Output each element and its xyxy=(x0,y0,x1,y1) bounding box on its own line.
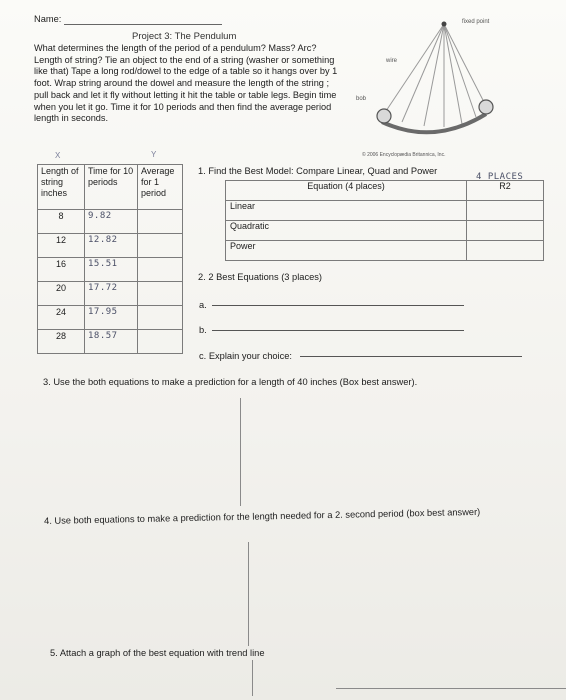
table-row xyxy=(38,234,183,258)
x-mark: X xyxy=(55,151,61,160)
r2-cell[interactable] xyxy=(467,241,544,261)
model-quadratic[interactable]: Quadratic xyxy=(226,221,467,241)
bob-label: bob xyxy=(356,96,367,102)
diagram-credit: © 2006 Encyclopædia Britannica, Inc. xyxy=(362,152,446,158)
question-4: 4. Use both equations to make a prediction for the length needed for a 2. second period (box best answer) xyxy=(44,506,481,526)
page-title: Project 3: The Pendulum xyxy=(132,31,237,42)
answer-a-line[interactable] xyxy=(212,305,464,306)
time-cell[interactable]: 15.51 xyxy=(85,258,138,282)
name-field-line xyxy=(64,24,222,25)
handwritten-note: 4 PLACES xyxy=(476,172,524,182)
equation-column-header: Equation (4 places) xyxy=(226,181,467,201)
average-cell[interactable] xyxy=(138,282,183,306)
length-cell: 16 xyxy=(38,258,85,282)
model-power[interactable]: Power xyxy=(226,241,467,261)
q3-divider xyxy=(240,398,241,506)
name-label: Name: xyxy=(34,14,62,24)
time-cell[interactable]: 18.57 xyxy=(85,330,138,354)
q4-divider xyxy=(248,542,249,646)
bottom-edge-line xyxy=(336,688,566,689)
answer-c-line[interactable] xyxy=(300,356,522,357)
fixed-point-dot xyxy=(442,22,447,27)
table-row xyxy=(38,282,183,306)
average-cell[interactable] xyxy=(138,306,183,330)
question-2: 2. 2 Best Equations (3 places) xyxy=(198,272,323,282)
r2-column-header: R2 xyxy=(467,181,544,201)
time-cell[interactable]: 17.72 xyxy=(85,282,138,306)
time-cell[interactable]: 12.82 xyxy=(85,234,138,258)
table-row xyxy=(226,201,544,221)
wire-label: wire xyxy=(386,58,398,64)
pendulum-data-table xyxy=(37,164,183,354)
model-linear[interactable]: Linear xyxy=(226,201,467,221)
bob-right-circle xyxy=(479,100,493,114)
average-cell[interactable] xyxy=(138,330,183,354)
average-cell[interactable] xyxy=(138,234,183,258)
table-row xyxy=(38,330,183,354)
table-row xyxy=(226,221,544,241)
length-cell: 8 xyxy=(38,210,85,234)
intro-instructions: What determines the length of the period of a pendulum? Mass? Arc? Length of string? Tie an object to the end of a string (washer or something like that) Tape a long rod/dowel to the edge of a table so it hangs over by 1 foot. Wrap string around the dowel and measure the length of the string ; pull back and let it fly without letting it hit the table or table legs. Begin time when you let it go. Time it for 10 periods and then find the average period length in seconds. xyxy=(34,43,338,124)
average-cell[interactable] xyxy=(138,210,183,234)
r2-cell[interactable] xyxy=(467,221,544,241)
length-cell: 28 xyxy=(38,330,85,354)
q5-divider xyxy=(252,660,253,696)
header-average: Average for 1 period xyxy=(138,165,183,210)
table-row xyxy=(38,258,183,282)
pendulum-diagram xyxy=(352,14,502,164)
average-cell[interactable] xyxy=(138,258,183,282)
r2-cell[interactable] xyxy=(467,201,544,221)
header-length: Length of string inches xyxy=(38,165,85,210)
y-mark: Y xyxy=(151,150,157,159)
question-3: 3. Use the both equations to make a prediction for a length of 40 inches (Box best answer). xyxy=(43,377,418,387)
question-5: 5. Attach a graph of the best equation with trend line xyxy=(50,648,265,658)
answer-a-label: a. xyxy=(199,300,207,310)
time-cell[interactable]: 9.82 xyxy=(85,210,138,234)
header-time: Time for 10 periods xyxy=(85,165,138,210)
length-cell: 12 xyxy=(38,234,85,258)
table-row xyxy=(38,306,183,330)
bob-left-circle xyxy=(377,109,391,123)
length-cell: 20 xyxy=(38,282,85,306)
table-row xyxy=(226,241,544,261)
table-row xyxy=(38,210,183,234)
length-cell: 24 xyxy=(38,306,85,330)
answer-c-label: c. Explain your choice: xyxy=(199,351,293,361)
time-cell[interactable]: 17.95 xyxy=(85,306,138,330)
answer-b-label: b. xyxy=(199,325,207,335)
answer-b-line[interactable] xyxy=(212,330,464,331)
model-comparison-table xyxy=(225,180,544,261)
question-1: 1. Find the Best Model: Compare Linear, Quad and Power xyxy=(198,166,438,176)
fixed-point-label: fixed point xyxy=(462,19,490,25)
